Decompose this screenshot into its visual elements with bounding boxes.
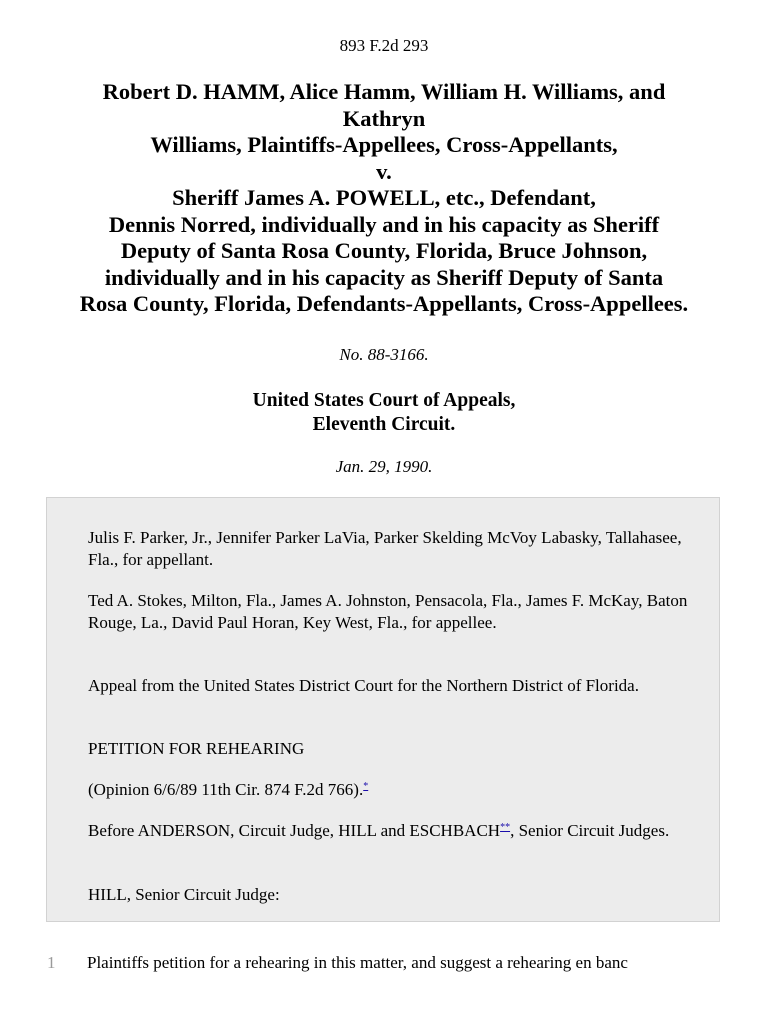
case-title-line: v.: [376, 158, 392, 184]
paragraph-text: Plaintiffs petition for a rehearing in this matter, and suggest a rehearing en banc: [87, 953, 628, 972]
case-title-line: Williams, Plaintiffs-Appellees, Cross-Appellants,: [150, 132, 618, 157]
footnote-link-star[interactable]: *: [363, 781, 369, 792]
case-header-box: [46, 497, 720, 922]
before-prefix: Before ANDERSON, Circuit Judge, HILL and ESCHBACH: [88, 821, 501, 840]
counsel-appellant: Julis F. Parker, Jr., Jennifer Parker LaVia, Parker Skelding McVoy Labasky, Tallahasee, Fla., for appellant.: [88, 528, 682, 569]
decision-date: Jan. 29, 1990.: [335, 457, 433, 476]
case-title: [40, 79, 728, 318]
footnote-link-double-star[interactable]: **: [500, 822, 511, 833]
case-title-line: Deputy of Santa Rosa County, Florida, Bruce Johnson,: [120, 238, 648, 263]
petition-heading: PETITION FOR REHEARING: [88, 739, 305, 758]
appeal-from: Appeal from the United States District Court for the Northern District of Florida.: [88, 676, 639, 695]
paragraph-number: 1: [47, 953, 56, 972]
court-line: Eleventh Circuit.: [312, 414, 456, 435]
opinion-text: (Opinion 6/6/89 11th Cir. 874 F.2d 766).: [88, 780, 364, 799]
opinion-reference: [88, 779, 688, 801]
case-title-line: Kathryn: [342, 105, 426, 131]
counsel-appellee: Ted A. Stokes, Milton, Fla., James A. Johnston, Pensacola, Fla., James F. McKay, Baton Rouge, La., David Paul Horan, Key West, Fla., for appellee.: [88, 591, 688, 632]
case-title-line: Robert D. HAMM, Alice Hamm, William H. Williams, and: [102, 79, 666, 104]
citation: 893 F.2d 293: [339, 36, 429, 55]
court-name: [0, 389, 768, 437]
case-title-line: individually and in his capacity as Sheriff Deputy of Santa: [104, 264, 664, 290]
case-title-line: Sheriff James A. POWELL, etc., Defendant,: [172, 185, 596, 210]
opinion-author: HILL, Senior Circuit Judge:: [88, 885, 280, 904]
docket-number: No. 88-3166.: [339, 345, 429, 364]
case-title-line: Dennis Norred, individually and in his capacity as Sheriff: [108, 211, 660, 237]
case-title-line: Rosa County, Florida, Defendants-Appellants, Cross-Appellees.: [79, 291, 689, 316]
before-suffix: , Senior Circuit Judges.: [510, 821, 670, 840]
court-line: United States Court of Appeals,: [252, 390, 516, 411]
panel-judges: [88, 820, 688, 842]
